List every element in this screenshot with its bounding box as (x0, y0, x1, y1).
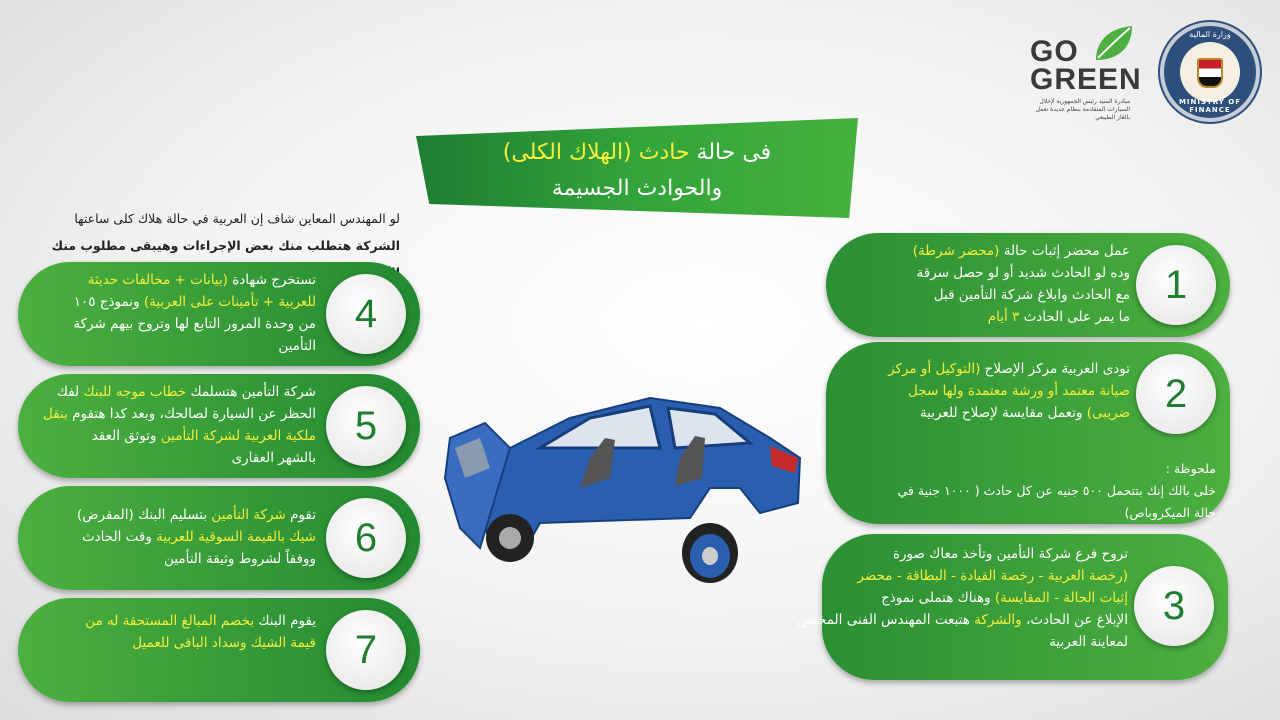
step-1-number: 1 (1136, 245, 1216, 325)
go-text: GO (1030, 35, 1079, 68)
step-4-line-2-highlight: للعربية + تأمينات على العربية) (143, 294, 316, 310)
step-3-line-5: لمعاينة العربية (1049, 634, 1128, 650)
step-5-line-1 (26, 381, 316, 403)
step-3-line-4-text-2: هتبعت المهندس الفنى المختص (797, 612, 975, 628)
step-2-line-3 (830, 402, 1130, 424)
step-1-line-1-text: عمل محضر إثبات حالة (999, 243, 1130, 259)
step-1-line-1 (830, 240, 1130, 262)
step-2-line-3-highlight: ضريبى) (1086, 405, 1130, 421)
step-5-line-2-text: الحظر عن السيارة لصالحك، وبعد كدا هتقوم (67, 406, 316, 422)
step-7-text (26, 610, 316, 654)
step-3-line-4 (797, 609, 1128, 631)
step-4-line-2-text: ونموذج ١٠٥ (73, 294, 144, 310)
step-3-line-4-highlight: والشركة (974, 612, 1022, 628)
step-6-line-2-text: وقت الحادث (81, 529, 157, 545)
step-3-number: 3 (1134, 566, 1214, 646)
step-3-line-3-text: وهناك هتملى نموذج (881, 590, 995, 606)
step-1-line-1-highlight: (محضر شرطة) (912, 243, 1000, 259)
step-6-line-1 (26, 504, 316, 526)
step-3-line-2: (رخصة العربية - رخصة القيادة - البطاقة - محضر (857, 568, 1128, 584)
wrecked-car-illustration (440, 378, 810, 588)
step-4-line-1-text: تستخرج شهادة (227, 272, 316, 288)
car-wheel-front-hub (499, 527, 521, 549)
step-2-note (826, 458, 1216, 524)
step-5-line-2 (26, 403, 316, 425)
step-7-line-2: قيمة الشيك وسداد الباقى للعميل (132, 635, 316, 651)
step-5-number: 5 (326, 386, 406, 466)
car-wheel-rear-hub (702, 547, 718, 565)
step-card-2 (826, 342, 1230, 524)
step-card-1 (826, 233, 1230, 337)
step-1-line-3: مع الحادث وابلاغ شركة التأمين قبل (933, 287, 1130, 303)
step-card-6 (18, 486, 420, 590)
step-6-line-1-text: تقوم (285, 507, 316, 523)
step-2-line-1-highlight: (التوكيل أو مركز (888, 361, 981, 377)
leaf-icon (1092, 24, 1138, 64)
step-5-line-3-highlight: ملكية العربية لشركة التأمين (160, 428, 316, 444)
step-4-number: 4 (326, 274, 406, 354)
step-card-7 (18, 598, 420, 702)
step-2-note-title: ملحوظة : (1165, 461, 1216, 476)
step-5-line-3-text: وتوثق العقد (91, 428, 161, 444)
step-6-text (26, 504, 316, 570)
step-1-line-4-highlight: ٣ أيام (987, 309, 1020, 325)
step-1-line-4-text: ما يمر على الحادث (1019, 309, 1130, 325)
step-4-line-1 (26, 269, 316, 291)
step-2-text (830, 358, 1130, 424)
step-5-line-4: بالشهر العقارى (231, 450, 316, 466)
step-1-line-2: وده لو الحادث شديد أو لو حصل سرقة (916, 265, 1130, 281)
step-card-3 (797, 534, 1228, 680)
step-3-line-4-text: الإبلاغ عن الحادث، (1021, 612, 1128, 628)
title-banner (416, 118, 858, 218)
go-green-logo (1030, 35, 1142, 128)
step-5-line-1-highlight: خطاب موجه للبنك (83, 384, 187, 400)
step-7-number: 7 (326, 610, 406, 690)
green-text: GREEN (1030, 63, 1142, 96)
step-5-text (26, 381, 316, 469)
intro-line-1: لو المهندس المعاين شاف إن العربية في حالة هلاك كلى ساعتها (74, 211, 400, 226)
step-4-line-4: التأمين (278, 338, 316, 354)
ministry-logo-bottom-text: MINISTRY OF FINANCE (1178, 98, 1242, 114)
step-3-text (797, 543, 1128, 653)
step-4-line-3: من وحدة المرور التابع لها وتروح بيهم شركة (73, 316, 316, 332)
step-4-line-1-highlight: (بيانات + مخالفات حديثة (87, 272, 228, 288)
title-line-1-highlight: حادث (الهلاك الكلى) (502, 140, 690, 165)
step-6-line-3: ووفقاً لشروط وثيقة التأمين (164, 551, 316, 567)
ministry-logo-top-text: وزارة المالية (1189, 30, 1231, 39)
step-2-note-line-2: حالة الميكروباص) (1124, 505, 1216, 520)
step-5-line-3 (26, 425, 316, 447)
step-1-line-4 (830, 306, 1130, 328)
step-1-text (830, 240, 1130, 328)
step-6-number: 6 (326, 498, 406, 578)
step-2-line-2: صيانة معتمد أو ورشة معتمدة ولها سجل (908, 383, 1130, 399)
title-line-1-text: فى حالة (689, 140, 772, 165)
step-5-line-1-text-2: لفك (56, 384, 84, 400)
step-7-line-1 (26, 610, 316, 632)
step-2-line-1-text: تودى العربية مركز الإصلاح (980, 361, 1130, 377)
step-2-number: 2 (1136, 354, 1216, 434)
intro-line-2: الشركة هتطلب منك بعض الإجراءات وهيبقى مطلوب منك (51, 238, 400, 253)
step-4-text (26, 269, 316, 357)
step-6-line-2 (26, 526, 316, 548)
step-4-line-2 (26, 291, 316, 313)
step-5-line-2-highlight: بنقل (42, 406, 68, 422)
step-card-4 (18, 262, 420, 366)
step-6-line-1-highlight: شركة التأمين (211, 507, 286, 523)
title-banner-background (416, 118, 858, 218)
title-line-1 (416, 140, 858, 165)
title-line-2: والحوادث الجسيمة (551, 176, 723, 201)
go-green-tagline: مبادرة السيد رئيس الجمهورية لإحلال السيارات المتقادمة بنظام جديدة تعمل بالغاز الطبيعي (1035, 98, 1130, 121)
eagle-emblem-icon (1197, 58, 1223, 88)
step-6-line-2-highlight: شيك بالقيمة السوقية للعربية (156, 529, 316, 545)
ministry-of-finance-logo (1160, 22, 1260, 122)
step-card-5 (18, 374, 420, 478)
step-3-line-1: تروح فرع شركة التأمين وتأخذ معاك صورة (892, 546, 1128, 562)
step-2-line-1 (830, 358, 1130, 380)
step-7-line-1-highlight: بخصم المبالغ المستحقة له من (85, 613, 255, 629)
step-5-line-1-text: شركة التأمين هتسلمك (186, 384, 316, 400)
step-7-line-1-text: يقوم البنك (254, 613, 316, 629)
step-6-line-1-text-2: بتسليم البنك (المقرض) (76, 507, 212, 523)
step-2-line-3-text: وتعمل مقايسة لإصلاح للعربية (919, 405, 1087, 421)
step-2-note-line-1: خلى بالك إنك بتتحمل ٥٠٠ جنيه عن كل حادث ( ١٠٠٠ جنية في (897, 483, 1216, 498)
step-3-line-3-highlight: إثبات الحالة - المقايسة) (994, 590, 1128, 606)
step-3-line-3 (828, 587, 1128, 609)
